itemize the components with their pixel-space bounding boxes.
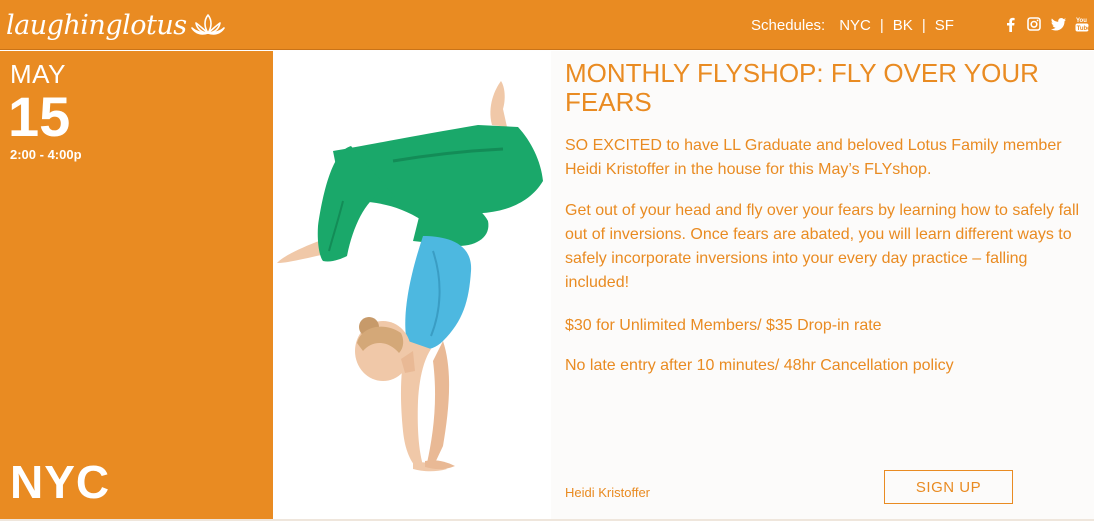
separator: |	[879, 16, 884, 34]
event-description-body: Get out of your head and fly over your fears by learning how to safely fall out of inversions. Once fears are abated, you will learn different ways to safely incorporate inversions into your every day practice – falling included!	[565, 202, 1080, 291]
site-header	[0, 0, 1094, 50]
schedule-link-bk[interactable]: BK	[892, 16, 913, 34]
schedules-nav	[751, 15, 954, 35]
yoga-handstand-illustration	[273, 51, 551, 519]
social-links	[1002, 14, 1090, 34]
event-policy: No late entry after 10 minutes/ 48hr Cancellation policy	[565, 357, 954, 374]
schedule-link-nyc[interactable]: NYC	[839, 16, 871, 34]
event-title: MONTHLY FLYSHOP: FLY OVER YOUR FEARS	[565, 58, 1039, 117]
event-location: NYC	[10, 456, 111, 508]
event-description-intro: SO EXCITED to have LL Graduate and beloved Lotus Family member Heidi Kristoffer in the house for this May’s FLYshop.	[565, 137, 1062, 178]
youtube-icon[interactable]	[1074, 16, 1090, 32]
event-day: 15	[8, 85, 71, 148]
lotus-icon	[191, 12, 225, 38]
divider	[0, 519, 1094, 521]
separator: |	[921, 16, 926, 34]
event-instructor[interactable]: Heidi Kristoffer	[565, 485, 651, 500]
event-pricing: $30 for Unlimited Members/ $35 Drop-in rate	[565, 317, 882, 334]
site-logo[interactable]	[6, 6, 225, 44]
schedule-link-sf[interactable]: SF	[934, 16, 954, 34]
svg-text:You: You	[1076, 18, 1087, 24]
event-date-panel	[0, 51, 273, 519]
event-details	[551, 51, 1094, 519]
svg-text:Tube: Tube	[1076, 26, 1091, 32]
twitter-icon[interactable]	[1050, 16, 1066, 32]
facebook-icon[interactable]	[1002, 16, 1018, 32]
event-month: MAY	[10, 59, 66, 89]
instagram-icon[interactable]	[1026, 16, 1042, 32]
event-time: 2:00 - 4:00p	[10, 147, 82, 162]
event-photo	[273, 51, 551, 519]
sign-up-button[interactable]: SIGN UP	[884, 470, 1013, 504]
logo-text: laughinglotus	[6, 9, 187, 41]
schedules-label: Schedules:	[751, 16, 826, 34]
